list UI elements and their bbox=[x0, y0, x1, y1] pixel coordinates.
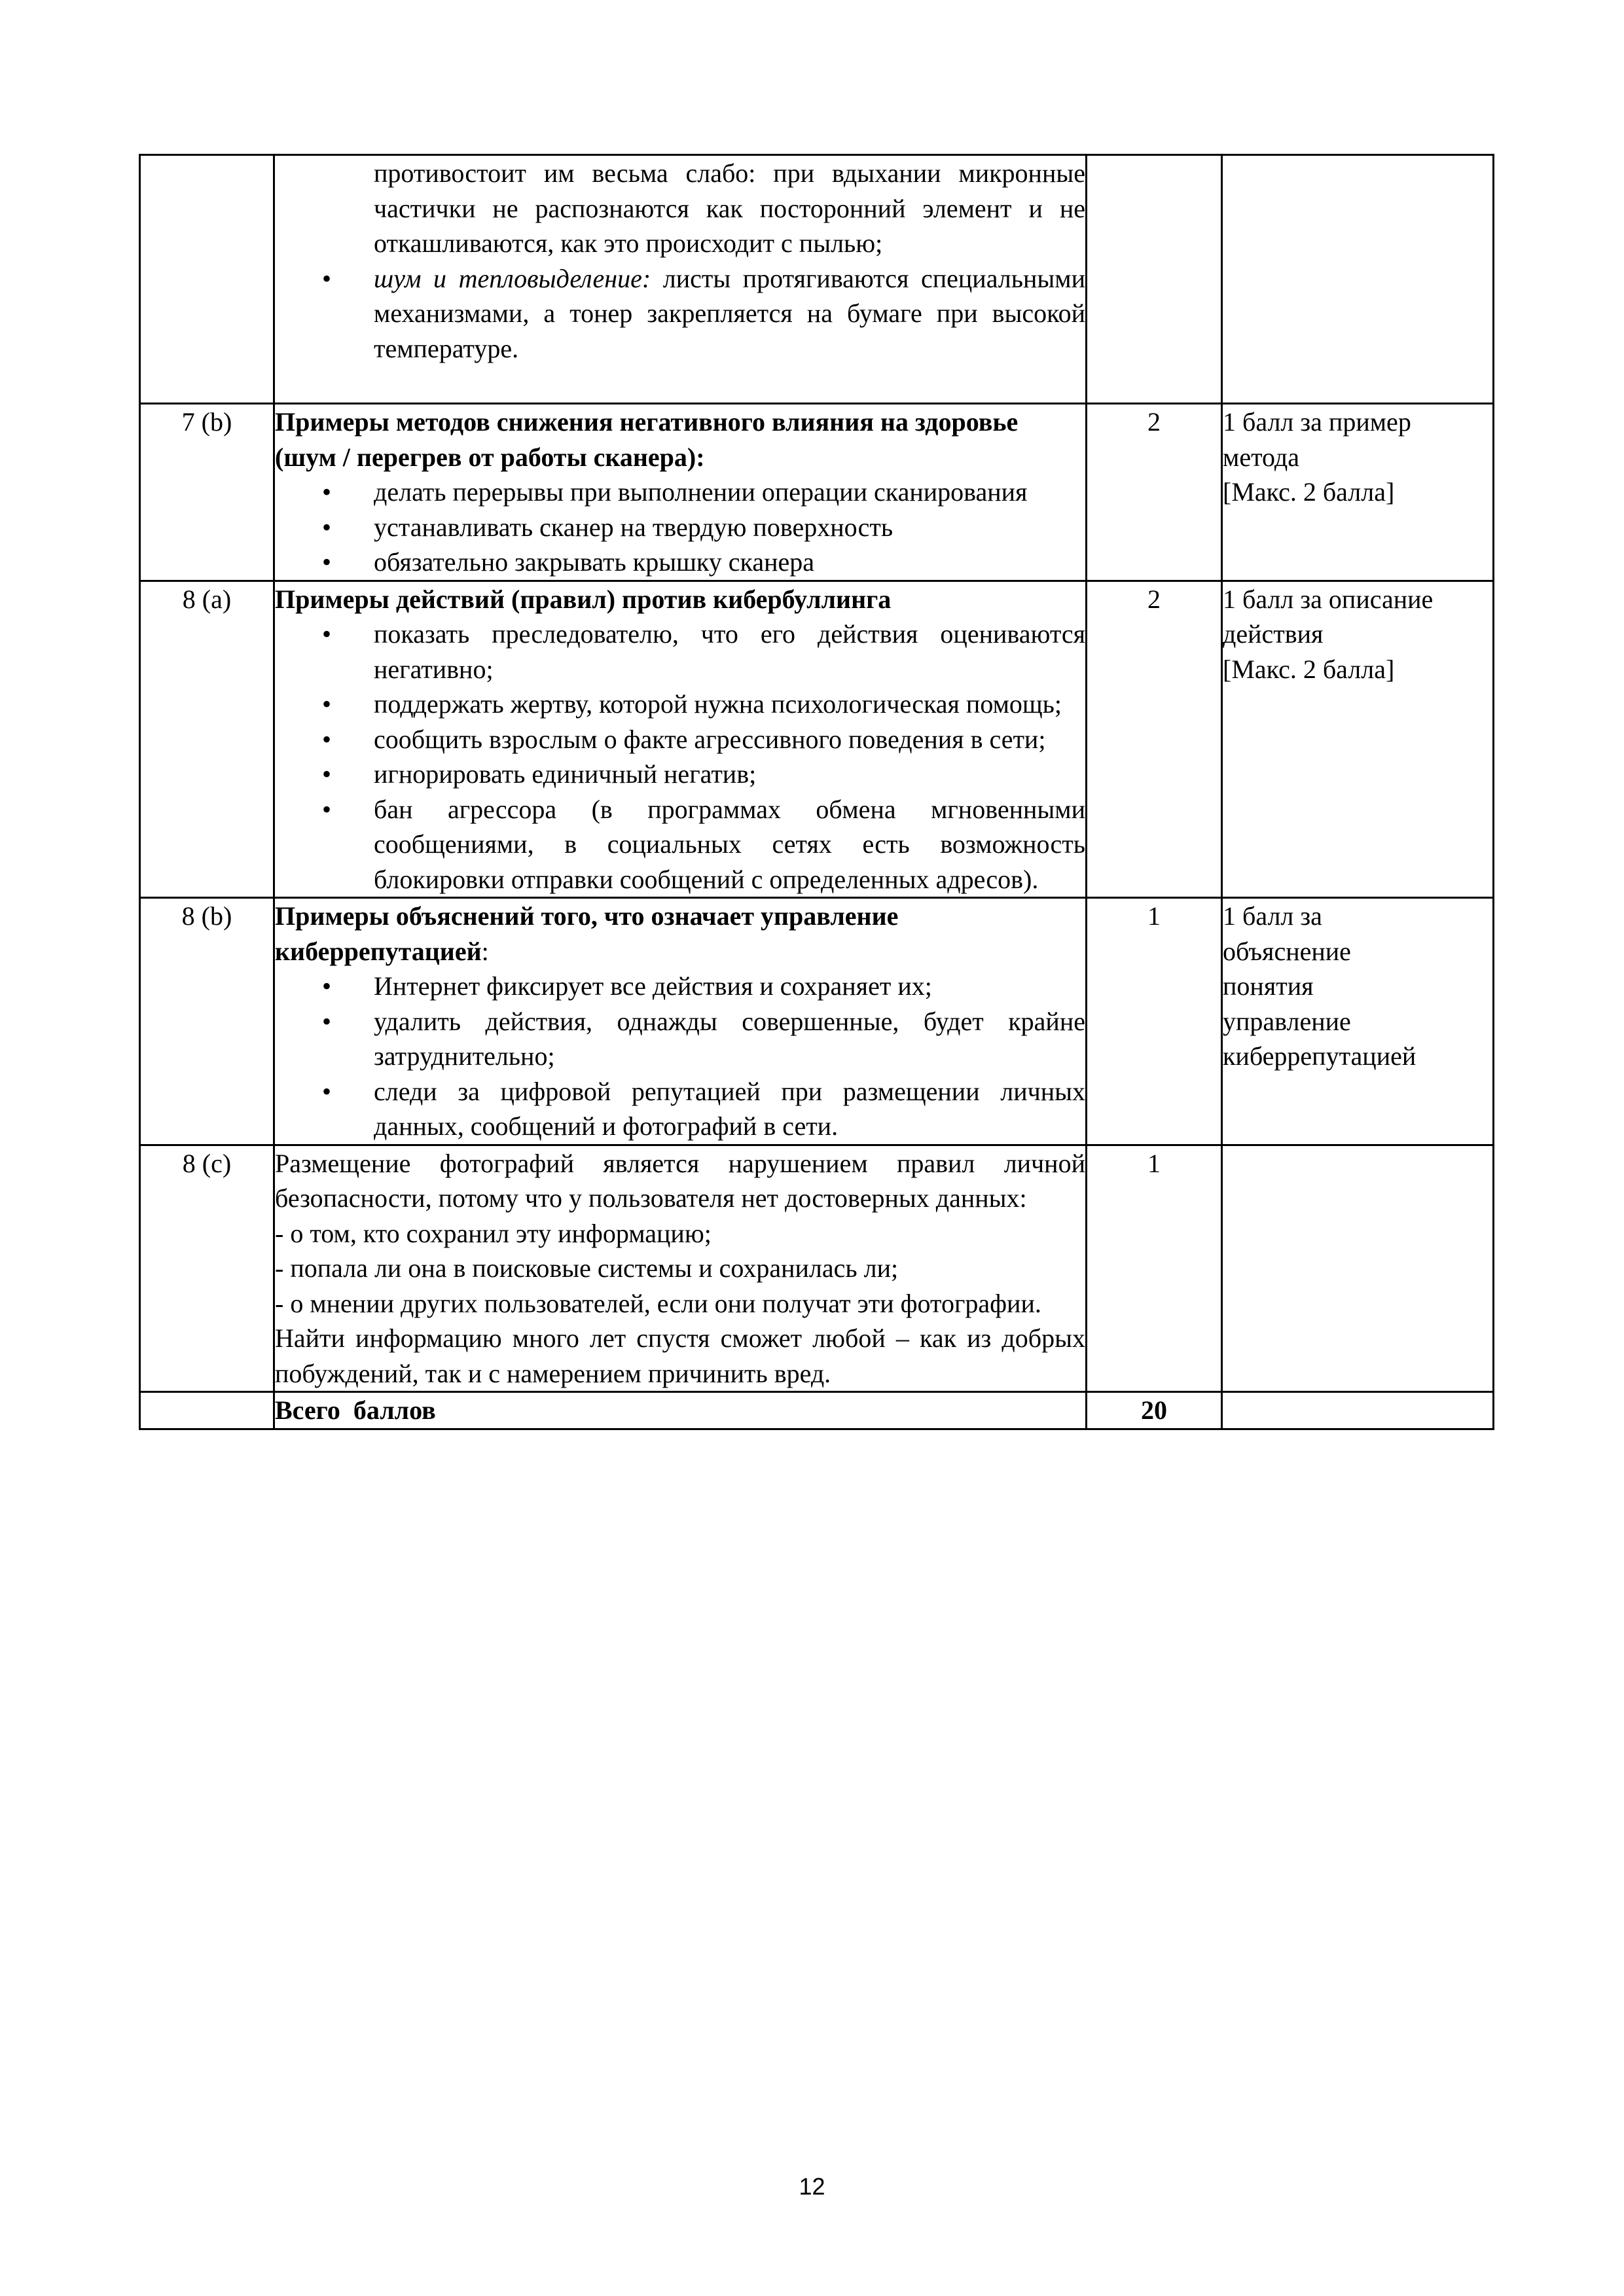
criteria-cell bbox=[1222, 155, 1494, 404]
points-cell bbox=[1087, 155, 1222, 404]
criteria-cell bbox=[1222, 1145, 1494, 1392]
bullet-icon: • bbox=[322, 794, 332, 824]
page-number: 12 bbox=[799, 2173, 825, 2200]
list-item: • показать преследователю, что его действия оцениваются негативно; bbox=[275, 617, 1085, 687]
bullet-icon: • bbox=[322, 547, 332, 577]
answer-cell bbox=[274, 898, 1087, 1145]
list-item: противостоит им весьма слабо: при вдыхании микронные частички не распознаются как посторонний элемент и не откашливаются, как это происходит с пылью; bbox=[374, 158, 1085, 258]
bullet-icon: • bbox=[322, 689, 332, 719]
list-item: • Интернет фиксирует все действия и сохраняет их; bbox=[275, 969, 1085, 1004]
bullet-icon: • bbox=[322, 724, 332, 754]
bullet-icon: • bbox=[322, 477, 332, 507]
table-row bbox=[140, 155, 1494, 404]
list-item: • игнорировать единичный негатив; bbox=[275, 757, 1085, 792]
total-label: Всего баллов bbox=[274, 1392, 1087, 1429]
answer-heading: Примеры действий (правил) против кибербуллинга bbox=[275, 584, 892, 614]
criteria-cell: 1 балл за описание действия [Макс. 2 балла] bbox=[1222, 581, 1494, 898]
question-number-cell: 8 (b) bbox=[140, 898, 274, 1145]
answer-heading: Примеры методов снижения негативного влияния на здоровье (шум / перегрев от работы сканера): bbox=[275, 407, 1019, 472]
list-item: • следи за цифровой репутацией при размещении личных данных, сообщений и фотографий в сети. bbox=[275, 1074, 1085, 1144]
points-cell: 1 bbox=[1087, 1145, 1222, 1392]
empty-cell bbox=[140, 1392, 274, 1429]
question-number-cell: 8 (c) bbox=[140, 1145, 274, 1392]
list-item: • удалить действия, однажды совершенные, будет крайне затруднительно; bbox=[275, 1004, 1085, 1074]
criteria-cell: 1 балл за объяснение понятия управление киберрепутацией bbox=[1222, 898, 1494, 1145]
bullet-icon: • bbox=[322, 971, 332, 1001]
total-points: 20 bbox=[1087, 1392, 1222, 1429]
points-cell: 1 bbox=[1087, 898, 1222, 1145]
total-row bbox=[140, 1392, 1494, 1429]
bullet-icon: • bbox=[322, 619, 332, 649]
list-item: • поддержать жертву, которой нужна психологическая помощь; bbox=[275, 687, 1085, 722]
table-row bbox=[140, 404, 1494, 581]
table-row bbox=[140, 898, 1494, 1145]
list-item: • делать перерывы при выполнении операции сканирования bbox=[275, 475, 1085, 510]
answer-heading: Примеры объяснений того, что означает управление киберрепутацией: bbox=[275, 901, 899, 966]
criteria-cell: 1 балл за пример метода [Макс. 2 балла] bbox=[1222, 404, 1494, 581]
table-row bbox=[140, 581, 1494, 898]
bullet-icon: • bbox=[322, 1006, 332, 1036]
list-item: • устанавливать сканер на твердую поверхность bbox=[275, 510, 1085, 545]
answer-cell bbox=[274, 404, 1087, 581]
list-item: • шум и тепловыделение: листы протягиваются специальными механизмами, а тонер закрепляется на бумаге при высокой температуре. bbox=[275, 261, 1085, 367]
marking-scheme-table bbox=[139, 154, 1494, 1430]
bullet-icon: • bbox=[322, 263, 332, 293]
question-number-cell bbox=[140, 155, 274, 404]
points-cell: 2 bbox=[1087, 581, 1222, 898]
table-row bbox=[140, 1145, 1494, 1392]
list-item: • обязательно закрывать крышку сканера bbox=[275, 545, 1085, 580]
empty-cell bbox=[1222, 1392, 1494, 1429]
question-number-cell: 8 (a) bbox=[140, 581, 274, 898]
list-item: • сообщить взрослым о факте агрессивного поведения в сети; bbox=[275, 722, 1085, 757]
answer-cell: Размещение фотографий является нарушением правил личной безопасности, потому что у пользователя нет достоверных данных: - о том, кто сохранил эту информацию; - попала ли она в поисковые системы и сохранилась ли; - о мнении других пользователей, если они получат эти фотографии. Найти информацию много лет спустя сможет любой – как из добрых побуждений, так и с намерением причинить вред. bbox=[274, 1145, 1087, 1392]
answer-cell bbox=[274, 155, 1087, 404]
points-cell: 2 bbox=[1087, 404, 1222, 581]
answer-cell bbox=[274, 581, 1087, 898]
bullet-icon: • bbox=[322, 512, 332, 542]
bullet-icon: • bbox=[322, 759, 332, 789]
bullet-icon: • bbox=[322, 1076, 332, 1106]
question-number-cell: 7 (b) bbox=[140, 404, 274, 581]
list-item: • бан агрессора (в программах обмена мгновенными сообщениями, в социальных сетях есть возможность блокировки отправки сообщений с определенных адресов). bbox=[275, 792, 1085, 897]
